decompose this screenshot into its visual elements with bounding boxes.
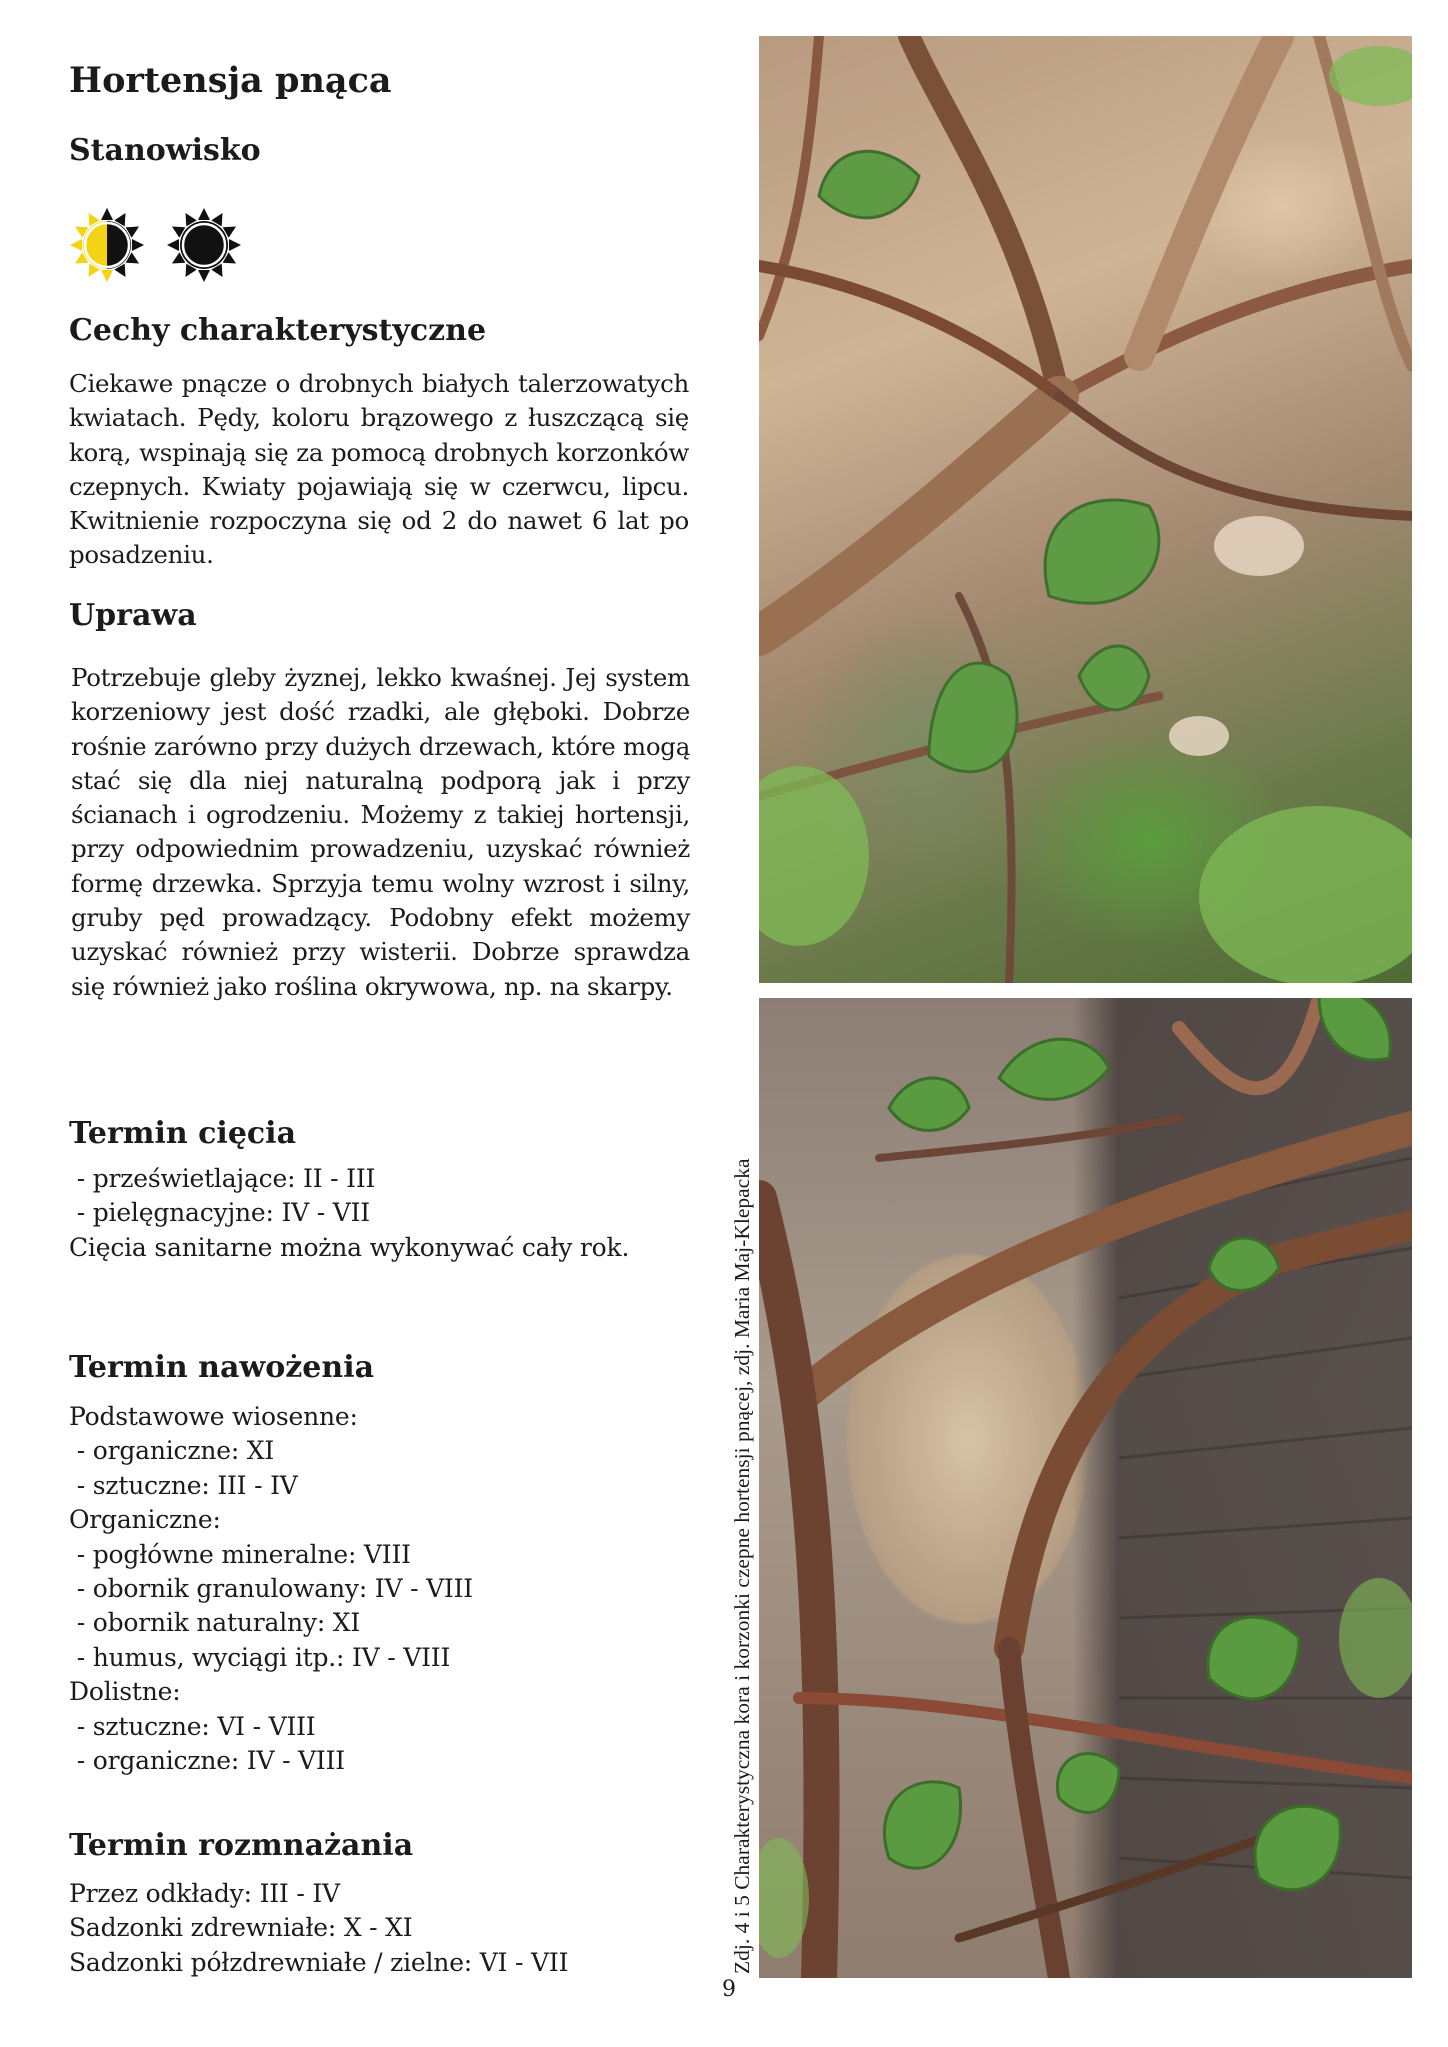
nawozenie-line: - humus, wyciągi itp.: IV - VIII — [69, 1642, 451, 1672]
cechy-heading: Cechy charakterystyczne — [69, 313, 487, 348]
photo-hydrangea-branches-art — [759, 36, 1412, 983]
uprawa-text: Potrzebuje gleby żyznej, lekko kwaśnej. Jej system korzeniowy jest dość rzadki, ale głęboki. Dobrze rośnie zarówno przy dużych drzewach, które mogą stać się dla niej naturalną podporą jak i przy ścianach i ogrodzeniu. Możemy z takiej hortensji, przy odpowiednim prowadzeniu, uzyskać również formę drzewka. Sprzyja temu wolny wzrost i silny, gruby pęd prowadzący. Podobny efekt możemy uzyskać również przy wisterii. Dobrze sprawdza się również jako roślina okrywowa, np. na skarpy. — [71, 663, 690, 1001]
rozmnazanie-heading: Termin rozmnażania — [69, 1828, 414, 1863]
ciecie-line: - prześwietlające: II - III — [69, 1164, 376, 1193]
nawozenie-line: - organiczne: XI — [69, 1436, 275, 1466]
photo-hydrangea-rootlets-art — [759, 998, 1412, 1978]
nawozenie-line: Podstawowe wiosenne: — [69, 1402, 358, 1431]
nawozenie-line: Organiczne: — [69, 1505, 221, 1535]
rozmnazanie-line: Sadzonki półzdrewniałe / zielne: VI - VII — [69, 1947, 569, 1977]
stanowisko-heading: Stanowisko — [69, 133, 261, 168]
rozmnazanie-list — [69, 1877, 568, 1980]
rozmnazanie-line: Przez odkłady: III - IV — [69, 1879, 340, 1908]
ciecie-list — [69, 1162, 629, 1265]
nawozenie-line: - obornik naturalny: XI — [69, 1608, 361, 1638]
nawozenie-list — [69, 1400, 473, 1778]
page-title: Hortensja pnąca — [69, 60, 392, 101]
nawozenie-heading: Termin nawożenia — [69, 1350, 375, 1385]
ciecie-line: - pielęgnacyjne: IV - VII — [69, 1198, 370, 1228]
page-number: 9 — [722, 1977, 736, 2002]
photo-hydrangea-rootlets — [759, 998, 1412, 1978]
photo-caption: Zdj. 4 i 5 Charakterystyczna kora i korzonki czepne hortensji pnącej, zdj. Maria Maj-Klepacka — [730, 1158, 754, 1974]
ciecie-line: Cięcia sanitarne można wykonywać cały rok. — [69, 1232, 630, 1262]
nawozenie-line: Dolistne: — [69, 1677, 181, 1707]
rozmnazanie-line: Sadzonki zdrewniałe: X - XI — [69, 1913, 413, 1943]
nawozenie-line: - sztuczne: VI - VIII — [69, 1711, 316, 1741]
nawozenie-line: - sztuczne: III - IV — [69, 1470, 298, 1500]
nawozenie-line: - obornik granulowany: IV - VIII — [69, 1574, 473, 1604]
nawozenie-line: - pogłówne mineralne: VIII — [69, 1539, 411, 1569]
light-requirement-icons — [69, 205, 269, 285]
half-sun-icon — [70, 208, 144, 282]
photo-hydrangea-branches — [759, 36, 1412, 983]
ciecie-heading: Termin cięcia — [69, 1116, 297, 1151]
uprawa-heading: Uprawa — [69, 598, 197, 633]
sun-icons-svg — [69, 205, 269, 285]
full-shade-sun-icon — [167, 208, 241, 282]
cechy-text: Ciekawe pnącze o drobnych białych talerzowatych kwiatach. Pędy, koloru brązowego z łuszczącą się korą, wspinają się za pomocą drobnych korzonków czepnych. Kwiaty pojawiają się w czerwcu, lipcu. Kwitnienie rozpoczyna się od 2 do nawet 6 lat po posadzeniu. — [69, 369, 689, 570]
nawozenie-line: - organiczne: IV - VIII — [69, 1746, 345, 1776]
